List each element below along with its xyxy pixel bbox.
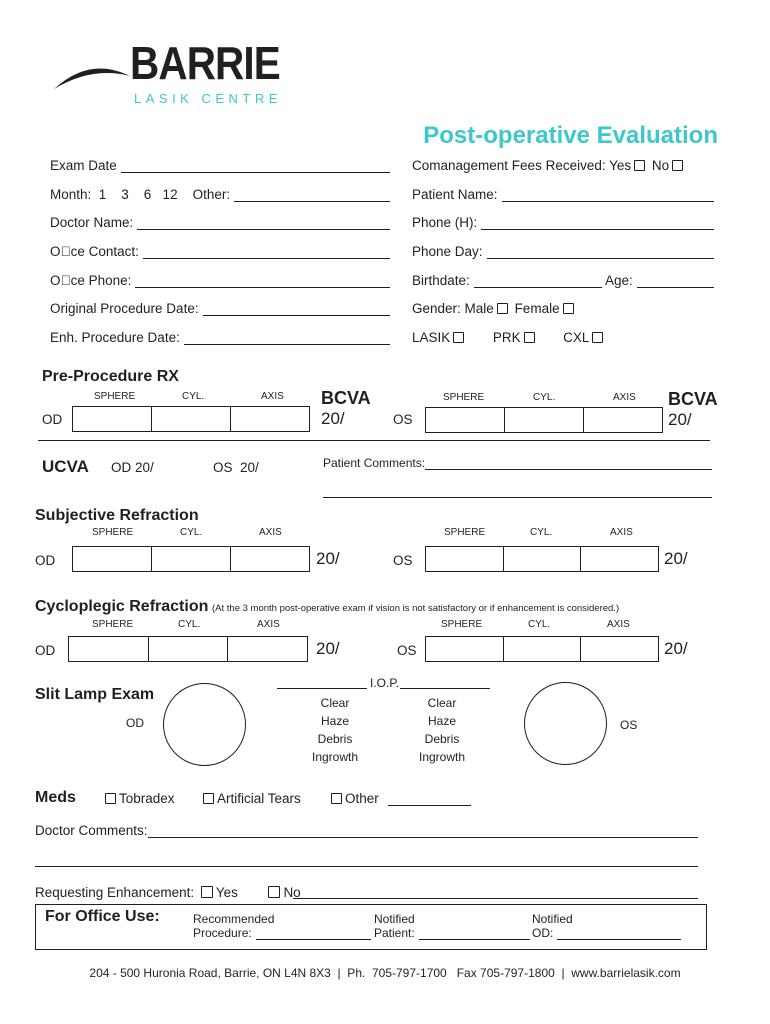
subj-os-label: OS: [393, 553, 413, 568]
tobradex-checkbox[interactable]: [105, 793, 116, 804]
footer-address: 204 - 500 Huronia Road, Barrie, ON L4N 8X3 | Ph. 705-797-1700 Fax 705-797-1800 | www.barrielasik.com: [89, 966, 681, 980]
patient-name-field[interactable]: Patient Name:: [412, 187, 714, 202]
cyclo-od-cyl-label: CYL.: [178, 619, 201, 630]
page-title: Post-operative Evaluation: [423, 122, 718, 149]
os-finding-clear[interactable]: Clear: [427, 696, 457, 710]
logo-swoosh-icon: [52, 62, 132, 92]
os-slit-findings: [407, 694, 477, 766]
od-finding-haze[interactable]: Haze: [320, 714, 349, 728]
subj-os-sphere-label: SPHERE: [444, 527, 486, 538]
divider: [38, 440, 710, 441]
exam-date-field[interactable]: Exam Date: [50, 158, 390, 173]
slit-od-label: OD: [126, 716, 144, 730]
iop-od-line[interactable]: [277, 688, 367, 689]
cyclo-od-label: OD: [35, 643, 56, 658]
subj-os-rx-box[interactable]: [425, 546, 659, 572]
doctor-comments-field[interactable]: Doctor Comments:: [35, 823, 698, 838]
office-use-heading: For Office Use:: [45, 908, 160, 925]
pre-od-rx-box[interactable]: [72, 406, 310, 432]
phone-h-field[interactable]: Phone (H):: [412, 215, 714, 230]
med-artificial-tears[interactable]: Artificial Tears: [200, 791, 301, 806]
subj-od-sphere-label: SPHERE: [92, 527, 134, 538]
notified-patient-label: Notified: [374, 912, 415, 926]
pre-os-rx-box[interactable]: [425, 407, 663, 433]
cyclo-os-rx-box[interactable]: [425, 636, 659, 662]
subjective-heading: Subjective Refraction: [35, 507, 199, 524]
pre-od-label: OD: [42, 412, 63, 427]
pre-od-bcva-label: BCVA: [321, 388, 371, 408]
os-finding-haze[interactable]: Haze: [427, 714, 456, 728]
pre-os-label: OS: [393, 412, 413, 427]
gender-field: Gender: Male Female: [412, 301, 577, 316]
od-finding-ingrowth[interactable]: Ingrowth: [311, 750, 359, 764]
cyclo-od-rx-box[interactable]: [68, 636, 308, 662]
other-checkbox[interactable]: [331, 793, 342, 804]
subj-os-va: 20/: [664, 549, 688, 568]
med-tobradex[interactable]: Tobradex: [102, 791, 175, 806]
subj-od-cyl-label: CYL.: [180, 527, 203, 538]
office-contact-field[interactable]: O ce Contact:: [50, 244, 390, 259]
pre-od-va: 20/: [321, 409, 345, 428]
yes-checkbox[interactable]: [634, 160, 645, 171]
comanagement-fees: Comanagement Fees Received: Yes No: [412, 158, 686, 173]
pre-os-sphere-label: SPHERE: [443, 392, 485, 403]
cyclo-os-sphere-label: SPHERE: [441, 619, 483, 630]
subj-od-rx-box[interactable]: [72, 546, 310, 572]
cyclo-os-label: OS: [397, 643, 417, 658]
original-procedure-date-field[interactable]: Original Procedure Date:: [50, 301, 390, 316]
cyclo-od-va: 20/: [316, 639, 340, 658]
enh-procedure-date-field[interactable]: Enh. Procedure Date:: [50, 330, 390, 345]
pre-os-cyl-label: CYL.: [533, 392, 556, 403]
enhancement-no-checkbox[interactable]: [268, 886, 280, 898]
logo-subtitle: LASIK CENTRE: [134, 91, 282, 106]
subj-os-cyl-label: CYL.: [530, 527, 553, 538]
notified-od-field[interactable]: OD:: [532, 926, 681, 940]
doctor-comments-line[interactable]: [35, 866, 698, 867]
subj-os-axis-label: AXIS: [610, 527, 633, 538]
other-med-line[interactable]: [388, 805, 471, 806]
requesting-enhancement: Requesting Enhancement: Yes No: [35, 885, 301, 900]
age-field[interactable]: Age:: [605, 273, 714, 288]
os-finding-debris[interactable]: Debris: [424, 732, 460, 746]
female-checkbox[interactable]: [563, 303, 574, 314]
logo-name: BARRIE: [130, 37, 280, 89]
os-eye-circle[interactable]: [524, 682, 607, 765]
slit-lamp-heading: Slit Lamp Exam: [35, 686, 155, 703]
subj-od-axis-label: AXIS: [259, 527, 282, 538]
cycloplegic-heading: Cycloplegic Refraction: [35, 598, 209, 615]
cyclo-os-axis-label: AXIS: [607, 619, 630, 630]
cyclo-od-sphere-label: SPHERE: [92, 619, 134, 630]
meds-heading: Meds: [35, 789, 76, 806]
enhancement-yes-checkbox[interactable]: [201, 886, 213, 898]
pre-os-bcva-label: BCVA: [668, 389, 718, 409]
os-finding-ingrowth[interactable]: Ingrowth: [418, 750, 466, 764]
ucva-od[interactable]: OD 20/: [111, 460, 154, 475]
lasik-checkbox[interactable]: [453, 332, 464, 343]
no-checkbox[interactable]: [672, 160, 683, 171]
recommended-label: Recommended: [193, 912, 275, 926]
birthdate-field[interactable]: Birthdate:: [412, 273, 602, 288]
doctor-name-field[interactable]: Doctor Name:: [50, 215, 390, 230]
pre-od-axis-label: AXIS: [261, 391, 284, 402]
notified-patient-field[interactable]: Patient:: [374, 926, 530, 940]
iop-label: I.O.P.: [370, 676, 400, 690]
recommended-procedure-field[interactable]: Procedure:: [193, 926, 371, 940]
cyclo-os-va: 20/: [664, 639, 688, 658]
pre-procedure-heading: Pre-Procedure RX: [42, 368, 179, 385]
slit-os-label: OS: [620, 718, 638, 732]
cyclo-od-axis-label: AXIS: [257, 619, 280, 630]
subj-od-va: 20/: [316, 549, 340, 568]
month-field[interactable]: Month: 1 3 6 12 Other:: [50, 187, 390, 202]
procedure-type: LASIK PRK CXL: [412, 330, 606, 345]
pre-od-cyl-label: CYL.: [182, 391, 205, 402]
artificial-tears-checkbox[interactable]: [203, 793, 214, 804]
cxl-checkbox[interactable]: [592, 332, 603, 343]
ucva-os[interactable]: OS 20/: [213, 460, 259, 475]
male-checkbox[interactable]: [497, 303, 508, 314]
patient-comments-line[interactable]: [323, 497, 712, 498]
med-other[interactable]: Other: [328, 791, 379, 806]
prk-checkbox[interactable]: [524, 332, 535, 343]
ucva-heading: UCVA: [42, 457, 89, 476]
enhancement-no-line[interactable]: [293, 898, 698, 899]
subj-od-label: OD: [35, 553, 56, 568]
pre-os-va: 20/: [668, 410, 692, 429]
patient-comments-field[interactable]: Patient Comments:: [323, 456, 712, 470]
od-finding-debris[interactable]: Debris: [317, 732, 353, 746]
cycloplegic-note: (At the 3 month post-operative exam if vision is not satisfactory or if enhancement is considered.): [212, 603, 620, 614]
pre-od-sphere-label: SPHERE: [94, 391, 136, 402]
od-finding-clear[interactable]: Clear: [320, 696, 350, 710]
phone-day-field[interactable]: Phone Day:: [412, 244, 714, 259]
office-phone-field[interactable]: O ce Phone:: [50, 273, 390, 288]
pre-os-axis-label: AXIS: [613, 392, 636, 403]
notified-od-label: Notified: [532, 912, 573, 926]
cyclo-os-cyl-label: CYL.: [528, 619, 551, 630]
od-eye-circle[interactable]: [163, 683, 246, 766]
iop-os-line[interactable]: [400, 688, 490, 689]
od-slit-findings: [300, 694, 370, 766]
